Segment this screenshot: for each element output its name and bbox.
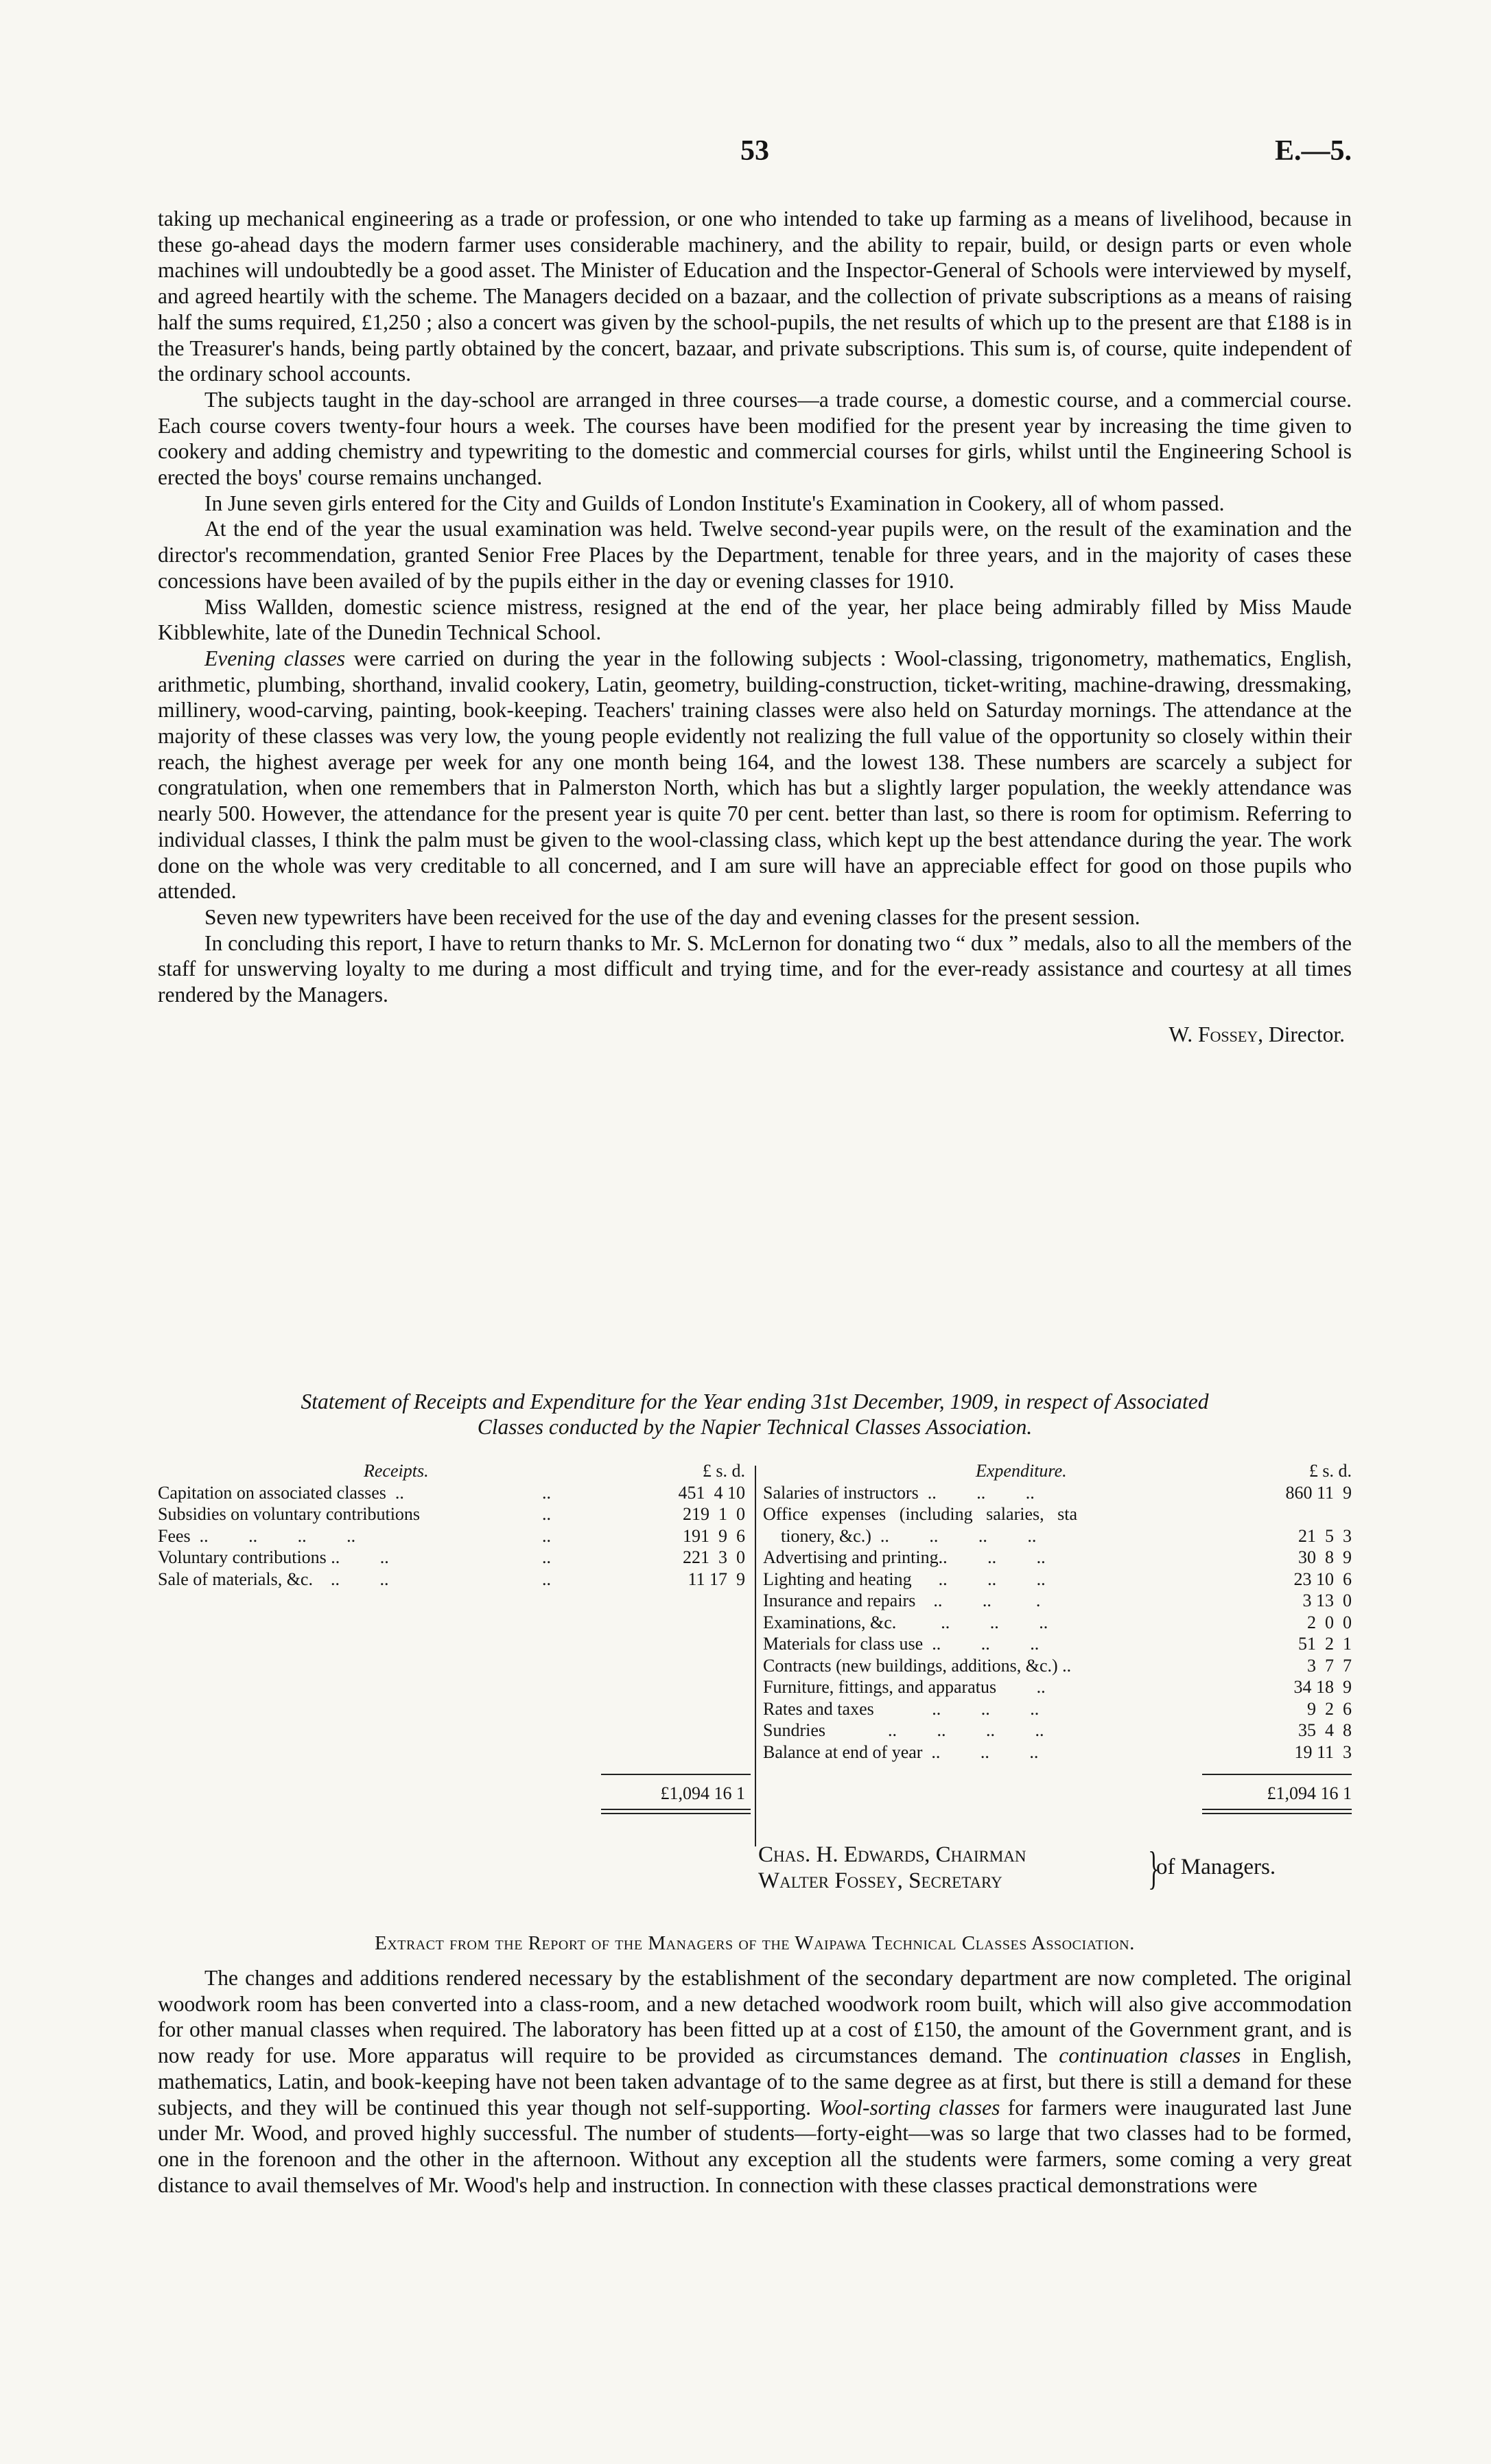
expenditure-row — [763, 1698, 1352, 1720]
receipts-total-rule-double — [601, 1813, 751, 1814]
expenditure-label: Sundries .. .. .. .. — [763, 1720, 1044, 1740]
expenditure-row — [763, 1720, 1352, 1741]
expenditure-label: Contracts (new buildings, additions, &c.) .. — [763, 1655, 1072, 1676]
expenditure-column — [763, 1460, 1352, 1803]
evening-classes-text: were carried on during the year in the following subjects : Wool-classing, trigonometry, mathematics, English, arithmetic, plumbing, shorthand, invalid cookery, Latin, geometry, building-construction, ticket-writing, machine-drawing, dressmaking, millinery, wood-carving, painting, book-keeping. Teachers' training classes were also held on Saturday mornings. The attendance at the majority of these classes was very low, the young people evidently not realizing the full value of the opportunity so closely within their reach, the highest average per week for any one month being 164, and the lowest 138. These numbers are scarcely a subject for congratulation, when one remembers that in Palmerston North, which has but a slightly larger population, the weekly attendance was nearly 500. However, the attendance for the present year is quite 70 per cent. better than last, so there is room for optimism. Referring to individual classes, I think the palm must be given to the wool-classing class, which kept up the best attendance during the year. The work done on the whole was very creditable to all concerned, and I am sure will have an appreciable effect for good on those pupils who attended. — [158, 646, 1352, 904]
expenditure-label: Materials for class use .. .. .. — [763, 1634, 1040, 1654]
statement-table — [158, 1460, 1352, 1858]
expenditure-row — [763, 1590, 1352, 1612]
expenditure-row — [763, 1612, 1352, 1634]
expenditure-amount: 3 7 7 — [1307, 1655, 1352, 1676]
expenditure-label: Lighting and heating .. .. .. — [763, 1569, 1046, 1589]
receipts-leader: .. — [542, 1547, 551, 1567]
expenditure-total-rule-bottom — [1202, 1809, 1352, 1810]
expenditure-currency-header: £ s. d. — [1308, 1461, 1352, 1481]
receipts-amount: 219 1 0 — [683, 1504, 745, 1524]
evening-classes-italic: Evening classes — [204, 646, 345, 670]
expenditure-row — [763, 1482, 1352, 1504]
expenditure-row — [763, 1503, 1352, 1525]
receipts-amount: 451 4 10 — [678, 1482, 745, 1503]
statement-title — [158, 1389, 1352, 1440]
receipts-amount: 191 9 6 — [683, 1525, 745, 1546]
expenditure-total-rule-top — [1202, 1774, 1352, 1775]
expenditure-label: Rates and taxes .. .. .. — [763, 1698, 1040, 1719]
expenditure-heading: Expenditure. — [976, 1461, 1067, 1481]
receipts-row — [158, 1503, 751, 1525]
receipts-row — [158, 1569, 751, 1591]
page-header — [158, 134, 1352, 176]
expenditure-row — [763, 1569, 1352, 1591]
paragraph-thanks: In concluding this report, I have to return thanks to Mr. S. McLernon for donating two “ dux ” medals, also to all the members of the staff for unswerving loyalty to me during a most difficult and trying time, and for the ever-ready assistance and courtesy at all times rendered by the Managers. — [158, 930, 1352, 1007]
receipts-total-rule-top — [601, 1774, 751, 1775]
receipts-label: Sale of materials, &c. .. .. — [158, 1569, 389, 1589]
managers-signatures — [758, 1842, 1276, 1894]
extract-text-a: The changes and additions rendered necessary by the establishment of the secondary department are now completed. The original woodwork room has been converted into a class-room, and a new detached woodwork room built, which will also give accommodation for other manual classes when required. The laboratory has been fitted up at a cost of £150, the amount of the Government grant, and is now ready for use. More apparatus will require to be provided as circumstances demand. The — [158, 1966, 1352, 2068]
receipts-leader: .. — [542, 1569, 551, 1589]
receipts-total: £1,094 16 1 — [660, 1783, 745, 1803]
receipts-currency-header: £ s. d. — [702, 1461, 745, 1481]
expenditure-header-row — [763, 1460, 1352, 1482]
report-body — [158, 206, 1352, 1048]
director-signoff — [158, 1022, 1352, 1048]
expenditure-amount: 19 11 3 — [1294, 1741, 1352, 1762]
expenditure-amount: 21 5 3 — [1298, 1525, 1352, 1546]
expenditure-amount: 860 11 9 — [1285, 1482, 1352, 1503]
receipts-label: Subsidies on voluntary contributions — [158, 1504, 421, 1524]
expenditure-label: Office expenses (including salaries, sta — [763, 1504, 1077, 1524]
paragraph-free-places: At the end of the year the usual examination was held. Twelve second-year pupils were, on the result of the examination and the director's recommendation, granted Senior Free Places by the Department, tenable for three years, and in the majority of cases these concessions have been availed of by the pupils either in the day or evening classes for 1910. — [158, 517, 1352, 593]
expenditure-amount: 9 2 6 — [1307, 1698, 1352, 1719]
director-name: W. Fossey — [1169, 1022, 1258, 1046]
expenditure-label: Furniture, fittings, and apparatus .. — [763, 1677, 1046, 1697]
receipts-row — [158, 1525, 751, 1547]
receipts-amount: 11 17 9 — [688, 1569, 745, 1589]
wool-sorting-classes-italic: Wool-sorting classes — [819, 2095, 1000, 2120]
extract-text-b: in English, mathematics, Latin, and book-keeping have not been taken advantage of to the same degree as at first, but there is still a demand for these subjects, and they will be continued this year though not self-supporting. — [158, 2043, 1352, 2120]
paragraph-cookery-exam: In June seven girls entered for the City and Guilds of London Institute's Examination in Cookery, all of whom passed. — [204, 491, 1225, 515]
receipts-label: Voluntary contributions .. .. — [158, 1547, 389, 1567]
series-reference: E.—5. — [1274, 135, 1352, 167]
signature-brace: } — [1148, 1842, 1160, 1894]
expenditure-total-rule-double — [1202, 1813, 1352, 1814]
receipts-leader: .. — [542, 1482, 551, 1503]
expenditure-amount: 23 10 6 — [1293, 1569, 1352, 1589]
paragraph-typewriters: Seven new typewriters have been received for the use of the day and evening classes for the present session. — [204, 904, 1140, 929]
expenditure-row — [763, 1676, 1352, 1698]
expenditure-amount: 51 2 1 — [1298, 1634, 1352, 1654]
paragraph-staff-change: Miss Wallden, domestic science mistress, resigned at the end of the year, her place being admirably filled by Miss Maude Kibblewhite, late of the Dunedin Technical School. — [158, 594, 1352, 645]
chairman-signature: Chas. H. Edwards, Chairman — [758, 1842, 1026, 1867]
receipts-heading: Receipts. — [364, 1461, 429, 1481]
expenditure-amount: 30 8 9 — [1298, 1547, 1352, 1567]
receipts-leader: .. — [542, 1525, 551, 1546]
expenditure-label: Examinations, &c. .. .. .. — [763, 1612, 1048, 1632]
receipts-label: Capitation on associated classes .. — [158, 1482, 404, 1503]
expenditure-row — [763, 1547, 1352, 1569]
receipts-column — [158, 1460, 751, 1803]
paragraph-bazaar: taking up mechanical engineering as a trade or profession, or one who intended to take up farming as a means of livelihood, because in these go-ahead days the modern farmer uses considerable machinery, and the ability to repair, build, or design parts or even whole machines will undoubtedly be a good asset. The Minister of Education and the Inspector-General of Schools were interviewed by myself, and agreed heartily with the scheme. The Managers decided on a bazaar, and the collection of private subscriptions as a means of raising half the sums required, £1,250 ; also a concert was given by the school-pupils, the net results of which up to the present are that £188 is in the Treasurer's hands, being partly obtained by the concert, bazaar, and private subscriptions. This sum is, of course, quite independent of the ordinary school accounts. — [158, 207, 1352, 386]
secretary-signature: Walter Fossey, Secretary — [758, 1868, 1002, 1893]
expenditure-amount: 35 4 8 — [1298, 1720, 1352, 1740]
column-divider — [755, 1466, 756, 1846]
receipts-amount: 221 3 0 — [683, 1547, 745, 1567]
statement-title-line1: Statement of Receipts and Expenditure for the Year ending 31st December, 1909, in respect of Associated — [301, 1389, 1209, 1413]
paragraph-evening-classes — [158, 646, 1352, 904]
statement-title-line2: Classes conducted by the Napier Technical Classes Association. — [477, 1415, 1033, 1439]
expenditure-row — [763, 1655, 1352, 1677]
receipts-label: Fees .. .. .. .. — [158, 1525, 356, 1546]
expenditure-label: Salaries of instructors .. .. .. — [763, 1482, 1035, 1503]
signature-suffix: of Managers. — [1156, 1855, 1276, 1879]
expenditure-row — [763, 1633, 1352, 1655]
receipts-header-row — [158, 1460, 751, 1482]
receipts-rows — [158, 1482, 751, 1591]
director-title: , Director. — [1258, 1022, 1345, 1046]
paragraph-courses: The subjects taught in the day-school are arranged in three courses—a trade course, a domestic course, and a commercial course. Each course covers twenty-four hours a week. The courses have been modified for the present year by increasing the time given to cookery and adding chemistry and typewriting to the domestic and commercial courses for girls, whilst until the Engineering School is erected the boys' course remains unchanged. — [158, 387, 1352, 490]
expenditure-total: £1,094 16 1 — [1267, 1783, 1352, 1803]
extract-paragraph — [158, 1965, 1352, 2198]
expenditure-label: Balance at end of year .. .. .. — [763, 1741, 1039, 1762]
continuation-classes-italic: continuation classes — [1059, 2043, 1241, 2068]
expenditure-label: Advertising and printing.. .. .. — [763, 1547, 1046, 1567]
expenditure-amount: 34 18 9 — [1293, 1677, 1352, 1697]
receipts-row — [158, 1547, 751, 1569]
extract-text-c: for farmers were inaugurated last June under Mr. Wood, and proved highly successful. The number of students—forty-eight—was so large that two classes had to be formed, one in the forenoon and the other in the afternoon. Without any exception all the students were farmers, some coming a very great distance to avail themselves of Mr. Wood's help and instruction. In connection with these classes practical demonstrations were — [158, 2095, 1352, 2197]
receipts-row — [158, 1482, 751, 1504]
extract-body — [158, 1965, 1352, 2198]
receipts-total-rule-bottom — [601, 1809, 751, 1810]
expenditure-row — [763, 1741, 1352, 1763]
receipts-leader: .. — [542, 1504, 551, 1524]
expenditure-row — [763, 1525, 1352, 1547]
expenditure-amount: 2 0 0 — [1307, 1612, 1352, 1632]
page-number: 53 — [740, 135, 769, 167]
expenditure-amount: 3 13 0 — [1302, 1591, 1352, 1610]
expenditure-label: Insurance and repairs .. .. . — [763, 1591, 1041, 1610]
extract-title: Extract from the Report of the Managers of the Waipawa Technical Classes Association. — [375, 1932, 1135, 1954]
expenditure-rows — [763, 1482, 1352, 1763]
expenditure-label: tionery, &c.) .. .. .. .. — [763, 1525, 1037, 1546]
